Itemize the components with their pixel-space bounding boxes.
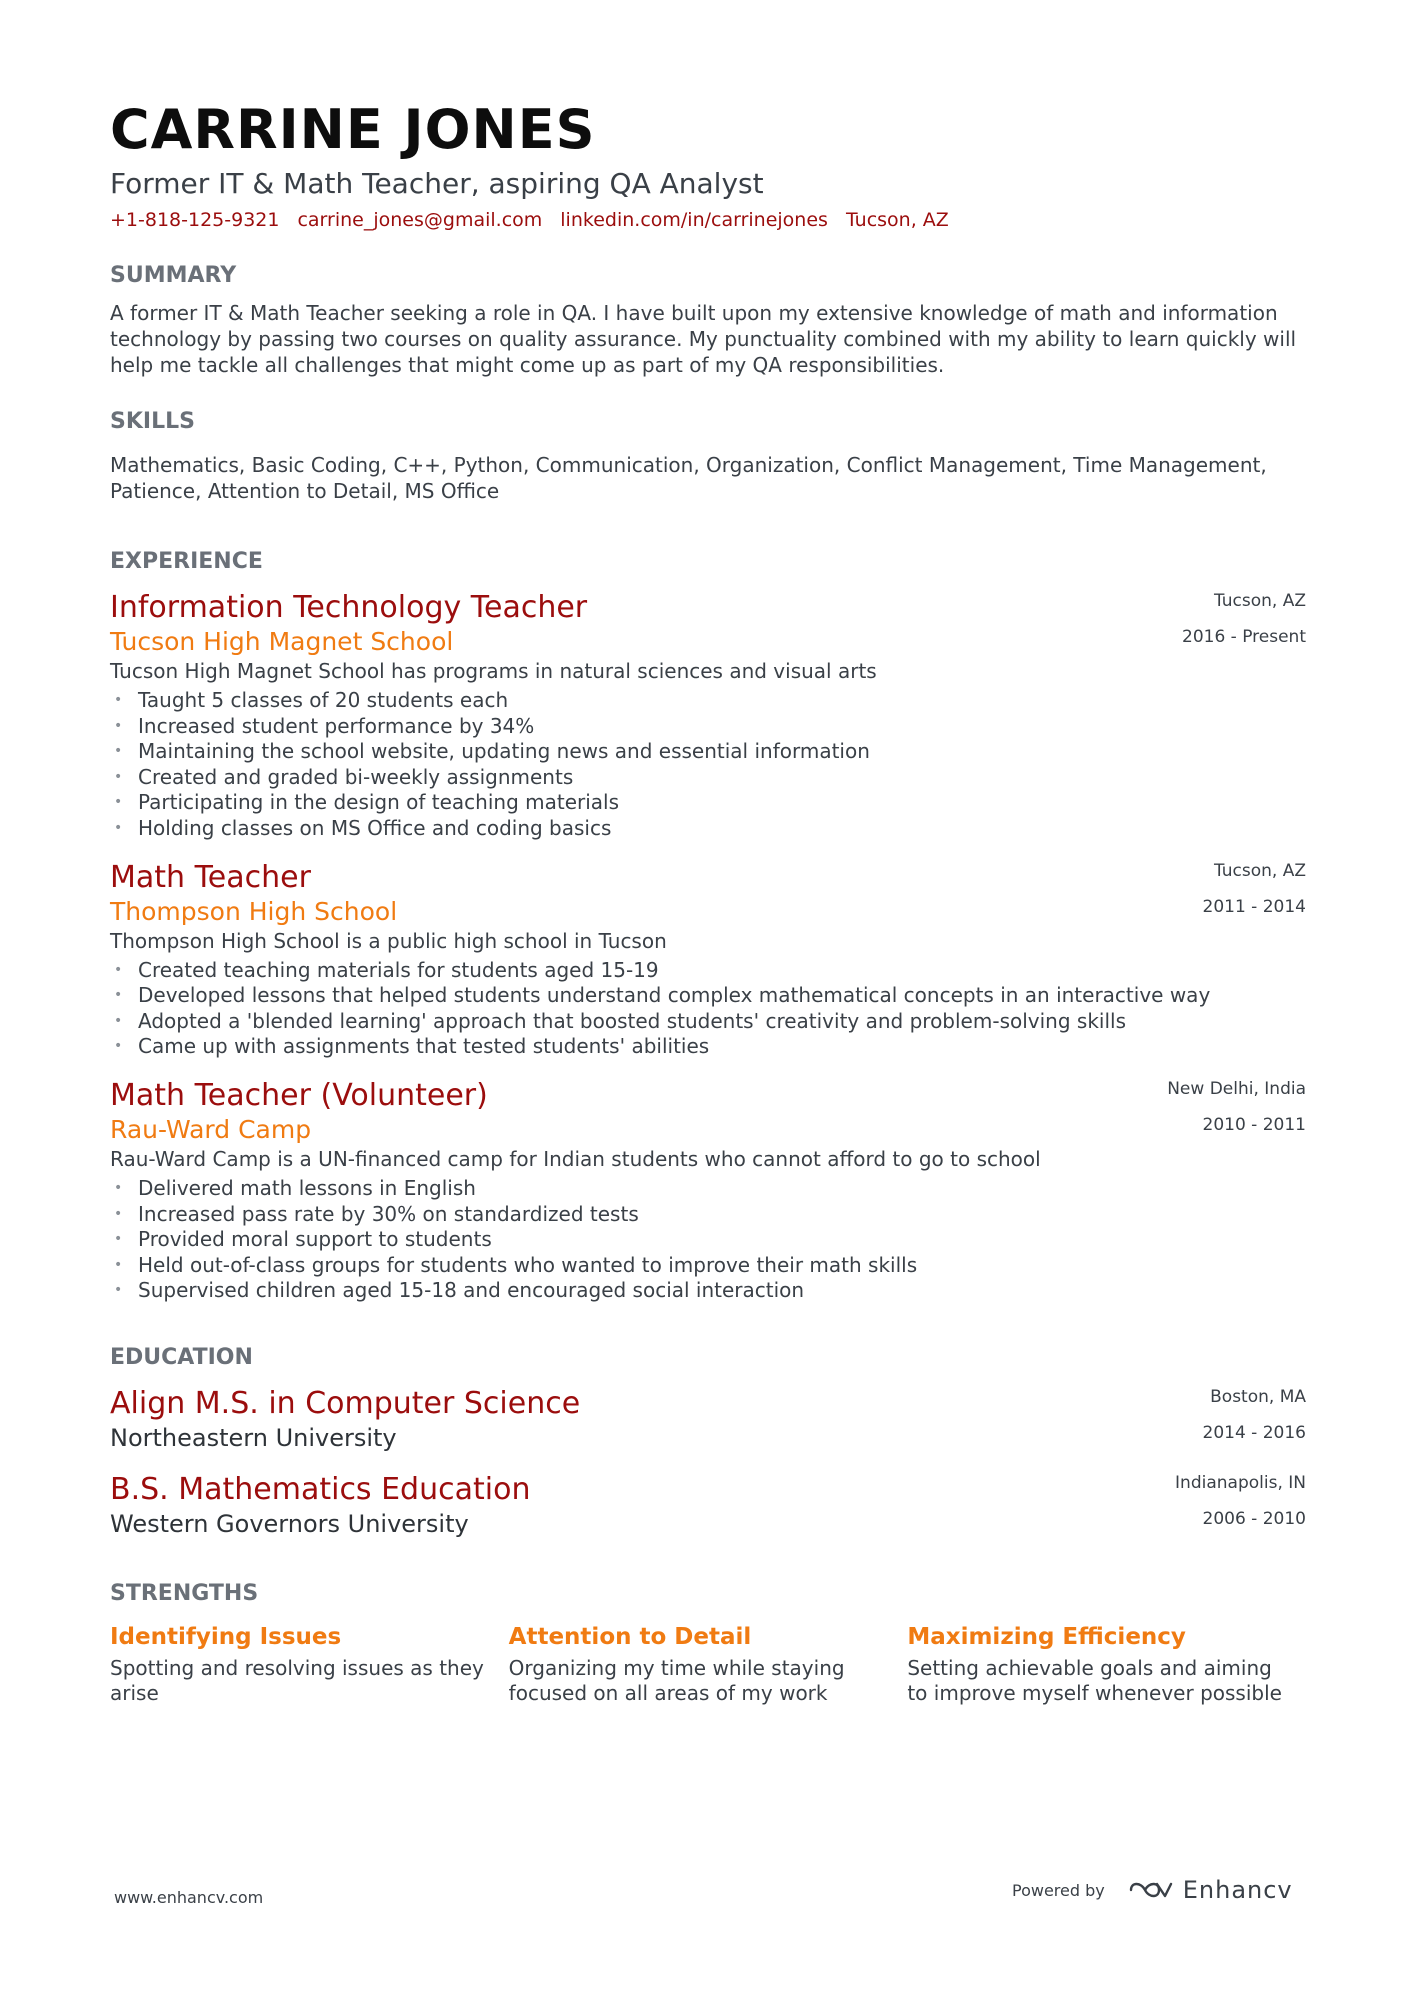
edu-meta xyxy=(1203,1386,1306,1444)
bullet-dot-icon: • xyxy=(114,1231,123,1248)
footer-powered xyxy=(1012,1876,1293,1904)
education-heading: EDUCATION xyxy=(110,1344,253,1370)
job-meta xyxy=(1182,590,1306,648)
candidate-name: CARRINE JONES xyxy=(110,98,596,161)
job-bullet: • Supervised children aged 15-18 and encouraged social interaction xyxy=(114,1278,805,1303)
job-description: Thompson High School is a public high school in Tucson xyxy=(110,928,667,953)
job-bullet: • Holding classes on MS Office and coding basics xyxy=(114,815,612,840)
job-bullet: • Developed lessons that helped students understand complex mathematical concepts in an interactive way xyxy=(114,983,1211,1008)
email-link[interactable]: carrine_jones@gmail.com xyxy=(297,209,543,231)
experience-item xyxy=(110,1078,1306,1304)
job-bullet: • Adopted a 'blended learning' approach that boosted students' creativity and problem-solving skills xyxy=(114,1008,1126,1033)
bullet-dot-icon: • xyxy=(114,794,123,811)
candidate-title: Former IT & Math Teacher, aspiring QA Analyst xyxy=(110,167,764,200)
summary-text: A former IT & Math Teacher seeking a role in QA. I have built upon my extensive knowledge of math and information technology by passing two courses on quality assurance. My punctuality combined with my ability to learn quickly will help me tackle all challenges that might come up as part of my QA responsibilities. xyxy=(110,301,1297,377)
summary-heading: SUMMARY xyxy=(110,263,237,288)
skills-heading: SKILLS xyxy=(110,409,195,434)
bullet-dot-icon: • xyxy=(114,743,123,760)
skills-text: Mathematics, Basic Coding, C++, Python, Communication, Organization, Conflict Management, Time Management, Patience, Attention to Detail, MS Office xyxy=(110,453,1267,503)
job-location: New Delhi, India xyxy=(1167,1078,1306,1099)
edu-school: Northeastern University xyxy=(110,1423,397,1452)
job-bullet: • Maintaining the school website, updating news and essential information xyxy=(114,739,870,764)
job-dates: 2016 - Present xyxy=(1182,627,1306,647)
strength-item xyxy=(110,1622,509,1706)
linkedin-link[interactable]: linkedin.com/in/carrinejones xyxy=(560,209,828,231)
job-organization: Tucson High Magnet School xyxy=(110,627,454,656)
edu-degree: B.S. Mathematics Education xyxy=(110,1471,531,1507)
job-role: Math Teacher (Volunteer) xyxy=(110,1077,488,1113)
job-bullet: • Taught 5 classes of 20 students each xyxy=(114,688,509,712)
job-organization: Rau-Ward Camp xyxy=(110,1114,312,1144)
edu-degree: Align M.S. in Computer Science xyxy=(110,1385,581,1421)
job-bullet: • Delivered math lessons in English xyxy=(114,1175,476,1200)
experience-heading: EXPERIENCE xyxy=(110,549,263,574)
bullet-dot-icon: • xyxy=(114,1179,123,1196)
brand-name: Enhancv xyxy=(1182,1876,1293,1904)
bullet-dot-icon: • xyxy=(114,819,123,836)
strength-title: Identifying Issues xyxy=(110,1623,342,1650)
location-text: Tucson, AZ xyxy=(845,209,949,231)
brand-logo[interactable] xyxy=(1127,1876,1293,1904)
bullet-dot-icon: • xyxy=(114,692,123,708)
job-description: Tucson High Magnet School has programs in natural sciences and visual arts xyxy=(110,659,877,683)
phone-link[interactable]: +1-818-125-9321 xyxy=(110,209,280,231)
strengths-row xyxy=(110,1622,1306,1706)
job-location: Tucson, AZ xyxy=(1213,591,1306,611)
bullet-dot-icon: • xyxy=(114,768,123,785)
contact-row xyxy=(110,208,1306,232)
job-bullets xyxy=(110,1176,1306,1304)
job-dates: 2011 - 2014 xyxy=(1202,896,1306,917)
job-meta xyxy=(1203,860,1306,918)
job-bullet: • Provided moral support to students xyxy=(114,1227,492,1252)
edu-dates: 2006 - 2010 xyxy=(1202,1508,1306,1529)
powered-by-label: Powered by xyxy=(1012,1880,1105,1900)
strength-desc: Organizing my time while staying focused on all areas of my work xyxy=(508,1655,845,1705)
edu-dates: 2014 - 2016 xyxy=(1202,1422,1306,1443)
bullet-dot-icon: • xyxy=(114,1038,123,1055)
job-role: Math Teacher xyxy=(110,859,311,895)
experience-item xyxy=(110,860,1306,1060)
bullet-dot-icon: • xyxy=(114,717,123,734)
education-item xyxy=(110,1386,1306,1454)
job-bullets xyxy=(110,688,1306,842)
job-bullet: • Participating in the design of teaching materials xyxy=(114,790,620,815)
job-dates: 2010 - 2011 xyxy=(1202,1114,1306,1135)
bullet-dot-icon: • xyxy=(114,1205,123,1222)
footer-site-link[interactable]: www.enhancv.com xyxy=(114,1888,264,1907)
strength-desc: Setting achievable goals and aiming to improve myself whenever possible xyxy=(907,1655,1282,1705)
job-bullet: • Created teaching materials for students aged 15-19 xyxy=(114,957,659,982)
job-bullet: • Increased pass rate by 30% on standardized tests xyxy=(114,1201,639,1226)
strengths-heading: STRENGTHS xyxy=(110,1580,259,1606)
bullet-dot-icon: • xyxy=(114,1012,123,1029)
strength-item xyxy=(907,1622,1306,1706)
strength-title: Attention to Detail xyxy=(508,1623,752,1650)
job-bullet: • Came up with assignments that tested students' abilities xyxy=(114,1034,710,1059)
bullet-dot-icon: • xyxy=(114,1282,123,1299)
job-description: Rau-Ward Camp is a UN-financed camp for Indian students who cannot afford to go to school xyxy=(110,1146,1041,1171)
edu-school: Western Governors University xyxy=(110,1509,469,1538)
edu-meta xyxy=(1175,1472,1306,1530)
bullet-dot-icon: • xyxy=(114,1256,123,1273)
job-bullet: • Held out-of-class groups for students who wanted to improve their math skills xyxy=(114,1252,918,1277)
strength-desc: Spotting and resolving issues as they arise xyxy=(110,1655,484,1705)
job-bullet: • Created and graded bi-weekly assignments xyxy=(114,764,574,789)
job-meta xyxy=(1167,1078,1306,1136)
job-bullet: • Increased student performance by 34% xyxy=(114,713,535,738)
job-organization: Thompson High School xyxy=(110,896,398,926)
bullet-dot-icon: • xyxy=(114,961,123,978)
strength-item xyxy=(509,1622,908,1706)
edu-location: Boston, MA xyxy=(1210,1386,1306,1407)
experience-item xyxy=(110,590,1306,842)
job-location: Tucson, AZ xyxy=(1213,860,1306,881)
education-item xyxy=(110,1472,1306,1540)
edu-location: Indianapolis, IN xyxy=(1175,1472,1306,1493)
enhancv-logo-icon xyxy=(1127,1878,1173,1902)
strength-title: Maximizing Efficiency xyxy=(907,1623,1186,1650)
bullet-dot-icon: • xyxy=(114,987,123,1004)
resume xyxy=(110,98,1306,1706)
job-bullets xyxy=(110,958,1306,1060)
job-role: Information Technology Teacher xyxy=(110,590,588,625)
